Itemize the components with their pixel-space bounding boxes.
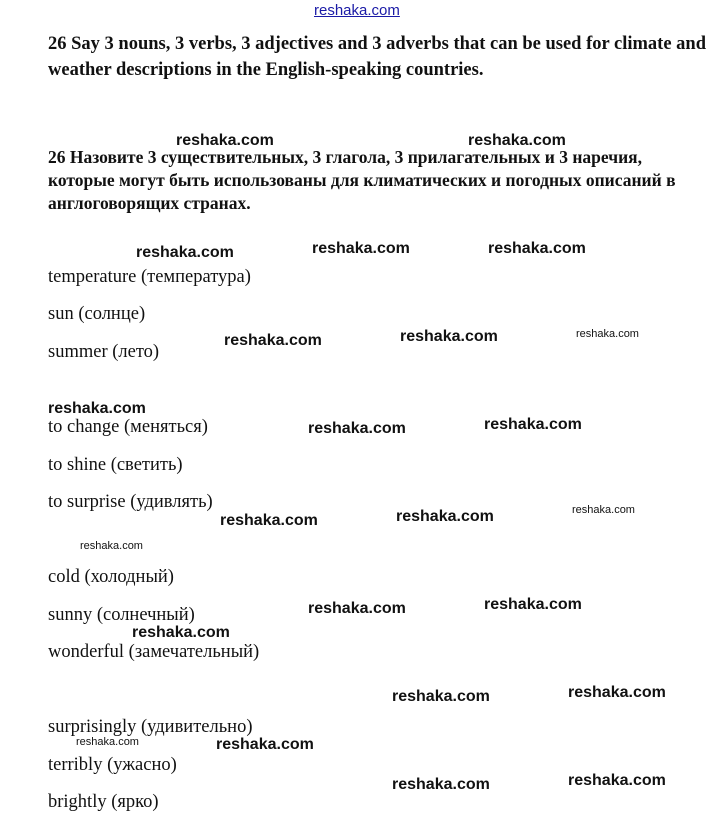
noun-item: temperature (температура) bbox=[48, 267, 251, 287]
watermark: reshaka.com bbox=[224, 332, 322, 349]
watermark: reshaka.com bbox=[400, 328, 498, 345]
watermark: reshaka.com bbox=[136, 244, 234, 261]
task-russian: 26 Назовите 3 существительных, 3 глагола, 3 прилагательных и 3 наречия, которые могут быть использованы для климатических и погодных описаний в англоговорящих странах. bbox=[48, 147, 676, 213]
adjective-item: wonderful (замечательный) bbox=[48, 642, 260, 662]
adjective-item: cold (холодный) bbox=[48, 567, 174, 587]
watermark: reshaka.com bbox=[576, 328, 639, 340]
adverb-item: terribly (ужасно) bbox=[48, 755, 177, 775]
watermark: reshaka.com bbox=[396, 508, 494, 525]
verb-item: to surprise (удивлять) bbox=[48, 492, 213, 512]
watermark: reshaka.com bbox=[308, 420, 406, 437]
adverb-item: surprisingly (удивительно) bbox=[48, 717, 253, 737]
site-link[interactable]: reshaka.com bbox=[314, 2, 400, 19]
watermark: reshaka.com bbox=[392, 688, 490, 705]
watermark: reshaka.com bbox=[48, 400, 146, 417]
watermark: reshaka.com bbox=[484, 596, 582, 613]
watermark: reshaka.com bbox=[468, 132, 566, 149]
watermark: reshaka.com bbox=[308, 600, 406, 617]
watermark: reshaka.com bbox=[80, 540, 143, 552]
watermark: reshaka.com bbox=[216, 736, 314, 753]
watermark: reshaka.com bbox=[568, 772, 666, 789]
adjective-item: sunny (солнечный) bbox=[48, 605, 195, 625]
verb-item: to shine (светить) bbox=[48, 455, 183, 475]
watermark: reshaka.com bbox=[568, 684, 666, 701]
watermark: reshaka.com bbox=[132, 624, 230, 641]
watermark: reshaka.com bbox=[484, 416, 582, 433]
watermark: reshaka.com bbox=[572, 504, 635, 516]
noun-item: sun (солнце) bbox=[48, 304, 146, 324]
verb-item: to change (меняться) bbox=[48, 417, 208, 437]
adverb-item: brightly (ярко) bbox=[48, 792, 159, 812]
watermark: reshaka.com bbox=[488, 240, 586, 257]
noun-item: summer (лето) bbox=[48, 342, 160, 362]
watermark: reshaka.com bbox=[220, 512, 318, 529]
watermark: reshaka.com bbox=[76, 736, 139, 748]
watermark: reshaka.com bbox=[312, 240, 410, 257]
watermark: reshaka.com bbox=[392, 776, 490, 793]
task-english: 26 Say 3 nouns, 3 verbs, 3 adjectives and 3 adverbs that can be used for climate and weather descriptions in the English-speaking countries. bbox=[48, 34, 706, 80]
watermark: reshaka.com bbox=[176, 132, 274, 149]
